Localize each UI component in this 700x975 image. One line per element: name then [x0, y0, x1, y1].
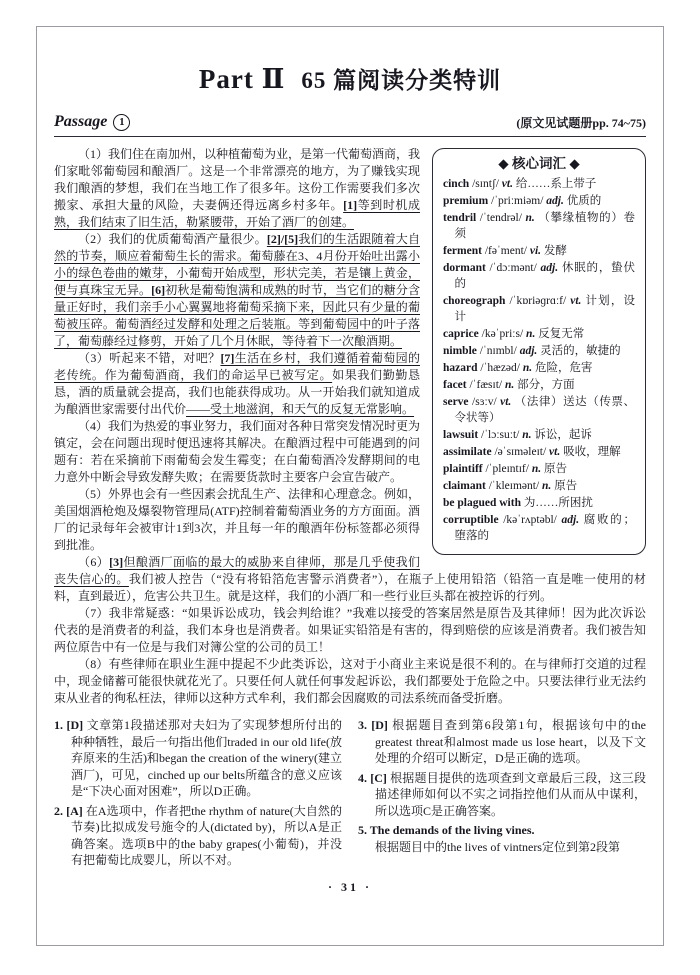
source-note: (原文见试题册pp. 74~75): [516, 116, 646, 130]
vocab-item: premium /ˈpriːmiəm/ adj. 优质的: [443, 195, 602, 207]
vocab-item: plaintiff /ˈpleɪntɪf/ n. 原告: [443, 463, 567, 475]
vocab-item: corruptible /kəˈrʌptəbl/ adj. 腐败的；堕落的: [443, 514, 635, 542]
vocab-pos: n.: [526, 328, 539, 340]
vocab-word: assimilate: [443, 446, 492, 458]
passage-text-segment: 生活在乡村，我们遵循着葡萄园的老传统。作为葡萄酒商，我们的命运早已被写定。: [54, 351, 420, 382]
vocab-word: caprice: [443, 328, 479, 340]
vocab-item: caprice /kəˈpriːs/ n. 反复无常: [443, 328, 585, 340]
passage-header: [54, 113, 646, 131]
explanation-number: 2.: [54, 803, 67, 818]
explanation-item: 5. The demands of the living vines. 根据题目中的the lives of vintners定位到第2段第: [358, 823, 620, 854]
vocab-pos: n.: [542, 480, 555, 492]
header-rule: [54, 136, 646, 137]
vocab-word: choreograph: [443, 295, 506, 307]
passage-text-segment: 我们被人控告（“没有将铅箔危害警示消费者”），在瓶子上使用铅箔（铅箔一直是唯一使用的材料，直到最近），危害公共卫生。就是这样，我们的小酒厂和一些行业巨头都在被控诉的行列。: [54, 572, 646, 603]
passage-text-segment: [1]: [343, 198, 358, 212]
explanations-left-column: [54, 717, 342, 872]
vocab-item: claimant /ˈkleɪmənt/ n. 原告: [443, 480, 578, 492]
explanation-item: 2. [A] 在A选项中，作者把the rhythm of nature(大自然的节奏)比拟成发号施令的人(dictated by)，所以A是正确答案。选项B中的the baby grapes(小葡萄)，并没有把葡萄比成婴儿，所以不对。: [54, 803, 342, 867]
passage-paragraph: [54, 605, 646, 656]
vocab-pos: n.: [522, 362, 536, 374]
vocab-item: facet /ˈfæsɪt/ n. 部分，方面: [443, 379, 575, 391]
part-label: Part Ⅱ: [198, 64, 286, 94]
vocab-title: ◆ 核心词汇 ◆: [498, 156, 580, 171]
vocab-pos: vt.: [549, 446, 564, 458]
vocab-word: facet: [443, 379, 467, 391]
vocab-pos: vt.: [500, 396, 515, 408]
vocab-list: [443, 176, 635, 544]
vocab-item: nimble /ˈnɪmbl/ adj. 灵活的，敏捷的: [443, 345, 621, 357]
vocab-word: claimant: [443, 480, 486, 492]
vocab-item: assimilate /əˈsɪməleɪt/ vt. 吸收，理解: [443, 446, 621, 458]
explanation-answer: [C]: [370, 770, 391, 785]
passage-text-segment: 但酿酒厂面临的最大的威胁来自律师，那是几乎使我们丧失信心的。: [54, 555, 420, 586]
vocab-pos: n.: [531, 463, 544, 475]
vocab-pos: adj.: [546, 195, 567, 207]
passage-text-segment: （7）我非常疑惑：“如果诉讼成功，钱会判给谁？”我难以接受的答案居然是原告及其律师！因为此次诉讼代表的是消费者的利益，我们本身也是消费者。如果证实铅箔是有害的，得到赔偿的应该是消费者。我们被告知两位原告中有一位是与我们对簿公堂的公司的员工！: [54, 606, 646, 654]
vocab-word: hazard: [443, 362, 478, 374]
passage-text-segment: （5）外界也会有一些因素会扰乱生产、法律和心理意念。例如，美国烟酒枪炮及爆裂物管理局(ATF)控制着葡萄酒业务的方方面面。酒厂的记录每年会被审计1到3次，并且每一年的酿酒年份标签都必须得到批准。: [54, 487, 421, 552]
passage-text-segment: 如果我们勤勤恳恳，酒的质量就会提高，我们也能获得成功。从一开始我们就知道成为酿酒世家需要付出代价: [54, 368, 420, 416]
passage-text-segment: （8）有些律师在职业生涯中提起不少此类诉讼，这对于小商业主来说是很不利的。在与律师打交道的过程中，现金储蓄可能很快就花光了。只要任何人就任何事发起诉讼，我们都要处于危险之中。只要法律行业无法约束从业者的徇私枉法，律师以这种方式牟利，我们都会因腐败的司法系统而备受折磨。: [54, 657, 646, 705]
vocab-word: lawsuit: [443, 429, 479, 441]
vocab-item: dormant /ˈdɔːmənt/ adj. 休眠的，蛰伏的: [443, 262, 636, 290]
passage-paragraph: [54, 554, 646, 605]
vocab-item: serve /sɜːv/ vt. （法律）送达（传票、令状等）: [443, 396, 635, 424]
vocab-item: cinch /sɪntʃ/ vt. 给……系上带子: [443, 178, 597, 190]
explanation-answer: [D]: [66, 718, 87, 732]
vocab-word: serve: [443, 396, 469, 408]
vocab-pos: adj.: [561, 514, 584, 526]
main-body: [54, 146, 646, 707]
passage-number-badge: 1: [113, 114, 130, 131]
vocab-pos: adj.: [519, 345, 541, 357]
vocab-word: dormant: [443, 262, 486, 274]
passage-text-segment: [7]: [220, 351, 235, 365]
passage-text-segment: [2]/[5]: [266, 232, 299, 246]
explanation-number: 5.: [358, 823, 370, 837]
explanation-heading: The demands of the living vines.: [369, 823, 535, 837]
passage-text-segment: （1）我们住在南加州，以种植葡萄为业，是第一代葡萄酒商，我们家毗邻葡萄园和酿酒厂。这是一个非常漂亮的地方，为了赚钱实现我们酿酒的梦想，我们在当地工作了很多年。这份工作需要我们多次搬家、承担大量的风险，夫妻俩还得远离乡村多年。: [54, 147, 421, 212]
vocab-word: tendril: [443, 212, 477, 224]
vocab-pos: vt.: [501, 178, 516, 190]
passage-text-segment: 初秋是葡萄饱满和成熟的时节，当它们的糖分含量正好时，我们亲手小心翼翼地将葡萄采摘下来，因此只有少量的葡萄被压碎。葡萄酒经过发酵和处理之后装瓶。等到葡萄园中的叶子落了，葡萄藤经过修剪，开始了几个月休眠，等待着下一次酿酒期。: [54, 283, 420, 348]
passage-text-segment: [6]: [151, 283, 166, 297]
passage-text-segment: （2）我们的优质葡萄酒产量很少。: [78, 232, 267, 246]
page-content: [54, 40, 646, 895]
page-title: [54, 62, 646, 95]
passage-text-segment: （3）听起来不错，对吧？: [78, 351, 221, 365]
passage-paragraph: [54, 656, 646, 707]
vocab-pos: n.: [522, 429, 535, 441]
explanation-item: 4. [C] 根据题目提供的选项查到文章最后三段，这三段描述律师如何以不实之词指控他们从而从中谋利，所以选项C是正确答案。: [358, 770, 646, 818]
vocab-word: premium: [443, 195, 489, 207]
vocab-pos: adj.: [540, 262, 562, 274]
vocab-pos: n.: [504, 379, 518, 391]
vocab-pos: n.: [525, 212, 539, 224]
vocab-item: choreograph /ˈkɒriəɡrɑːf/ vt. 计划，设计: [443, 295, 636, 323]
vocab-item: be plagued with 为……所困扰: [443, 497, 593, 509]
vocab-word: cinch: [443, 178, 470, 190]
vocab-box: [432, 148, 646, 555]
vocab-pos: vi.: [529, 245, 544, 257]
passage-text-segment: 我们的生活跟随着大自然的节奏，顺应着葡萄生长的需求。葡萄藤在3、4月份开始吐出露小小的绿色卷曲的嫩芽，小葡萄开始成型，形状完美，若是镶上黄金，便与真珠宝无异。: [54, 232, 420, 297]
passage-text-segment: 等到时机成熟，我们结束了旧生活，勒紧腰带，开始了酒厂的创建。: [54, 198, 420, 229]
vocab-item: ferment /fəˈment/ vi. 发酵: [443, 245, 567, 257]
passage-text-segment: [3]: [109, 555, 124, 569]
vocab-item: lawsuit /ˈlɔːsuːt/ n. 诉讼，起诉: [443, 429, 592, 441]
explanation-item: 3. [D] 根据题目查到第6段第1句，根据该句中的the greatest threat和almost made us lose heart，以及下文处理的介绍可以断定，D是正确的选项。: [358, 718, 646, 765]
explanation-answer: [D]: [371, 718, 393, 732]
vocab-pos: vt.: [570, 295, 586, 307]
explanation-answer: [A]: [66, 803, 86, 818]
vocab-word: ferment: [443, 245, 482, 257]
passage-label-group: [54, 113, 130, 131]
passage-label: Passage: [54, 113, 108, 130]
answer-explanations: [54, 717, 646, 872]
passage-text-segment: （4）我们为热爱的事业努力，我们面对各种日常突发情况时更为镇定，会在问题出现时便迅速将其解决。在酿酒过程中可能遇到的问题有：若在采摘前下雨葡萄会发生霉变；在白葡萄酒冷发酵期间的电力意外中断会导致发酵失败；在需要货款时主要客户会宣告破产。: [54, 419, 421, 484]
section-title: 65 篇阅读分类特训: [301, 68, 502, 93]
vocab-item: hazard /ˈhæzəd/ n. 危险，危害: [443, 362, 593, 374]
explanation-number: 3.: [358, 718, 372, 732]
vocab-word: be plagued with: [443, 497, 521, 509]
vocab-word: nimble: [443, 345, 477, 357]
vocab-word: plaintiff: [443, 463, 483, 475]
page-number: · 31 ·: [327, 879, 372, 894]
passage-text-segment: ——受土地滋润，和天气的反复无常影响。: [186, 402, 415, 416]
explanation-number: 1.: [54, 718, 67, 732]
vocab-item: tendril /ˈtendrəl/ n. （攀缘植物的）卷须: [443, 212, 636, 240]
explanation-number: 4.: [358, 770, 371, 785]
explanations-right-column: [358, 717, 646, 872]
vocab-word: corruptible: [443, 514, 499, 526]
explanation-item: 1. [D] 文章第1段描述那对夫妇为了实现梦想所付出的种种牺牲，最后一句指出他们traded in our old life(放弃原来的生活)和began the creation of the winery(建立酒厂)，可见，cinched up our belts所蕴含的意义应该是“下决心面对困难”，所以D正确。: [54, 718, 342, 798]
page-footer: [54, 880, 646, 895]
passage-text-segment: （6）: [78, 555, 110, 569]
